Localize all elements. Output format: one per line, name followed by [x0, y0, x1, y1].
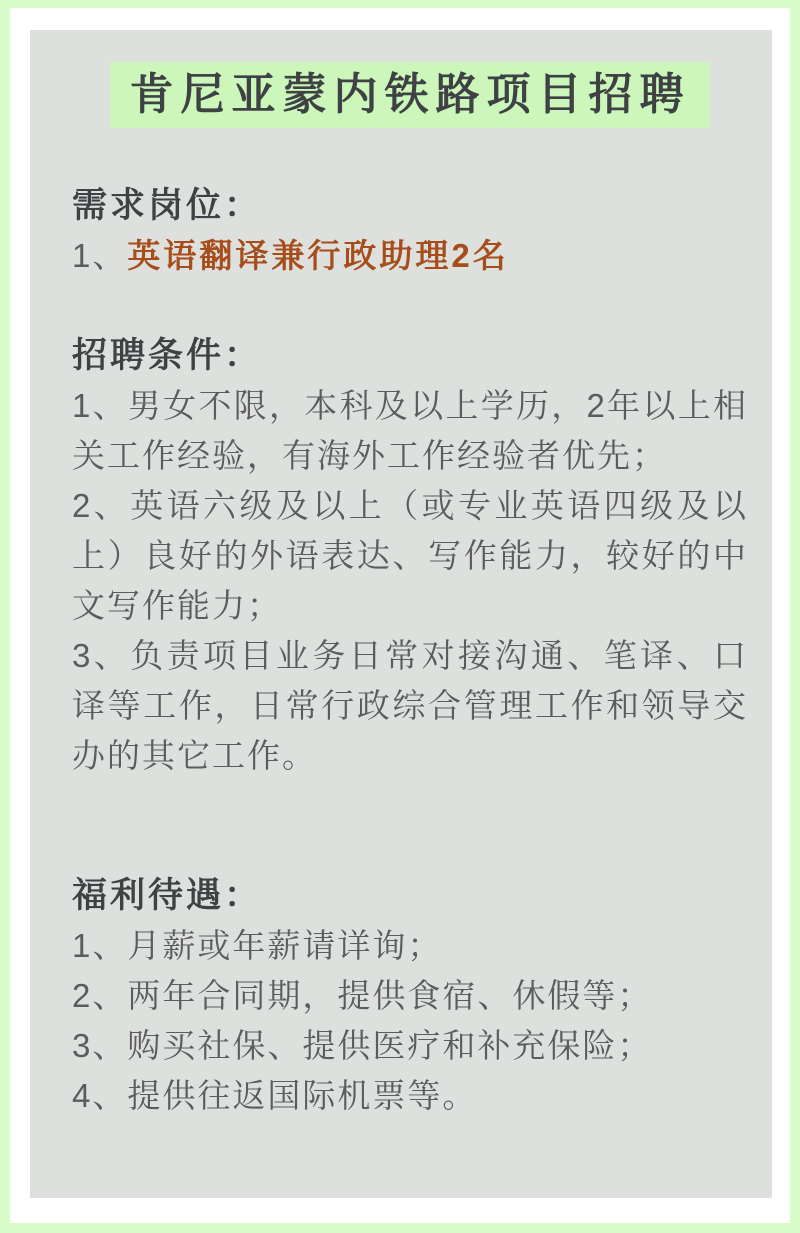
section-heading-welfare: 福利待遇：: [72, 876, 263, 915]
position-item-number: 1、: [72, 237, 128, 274]
welfare-item-4: 4、提供往返国际机票等。: [72, 1077, 478, 1114]
content-panel: [30, 30, 772, 1198]
section-heading-conditions: 招聘条件：: [72, 336, 263, 375]
white-frame: [10, 8, 790, 1223]
welfare-item-3: 3、购买社保、提供医疗和补充保险；: [72, 1027, 653, 1064]
welfare-item-2: 2、两年合同期，提供食宿、休假等；: [72, 977, 653, 1014]
condition-item-1: 1、男女不限，本科及以上学历，2年以上相关工作经验，有海外工作经验者优先；: [72, 387, 748, 474]
section-heading-positions: 需求岗位：: [72, 186, 263, 225]
welfare-item-1: 1、月薪或年薪请详询；: [72, 927, 443, 964]
position-item: [72, 231, 748, 281]
page-title: 肯尼亚蒙内铁路项目招聘: [110, 62, 710, 128]
condition-item-2: 2、英语六级及以上（或专业英语四级及以上）良好的外语表达、写作能力，较好的中文写作能力；: [72, 487, 748, 624]
position-item-title: 英语翻译兼行政助理2名: [127, 237, 509, 274]
condition-item-3: 3、负责项目业务日常对接沟通、笔译、口译等工作，日常行政综合管理工作和领导交办的其它工作。: [72, 637, 748, 774]
